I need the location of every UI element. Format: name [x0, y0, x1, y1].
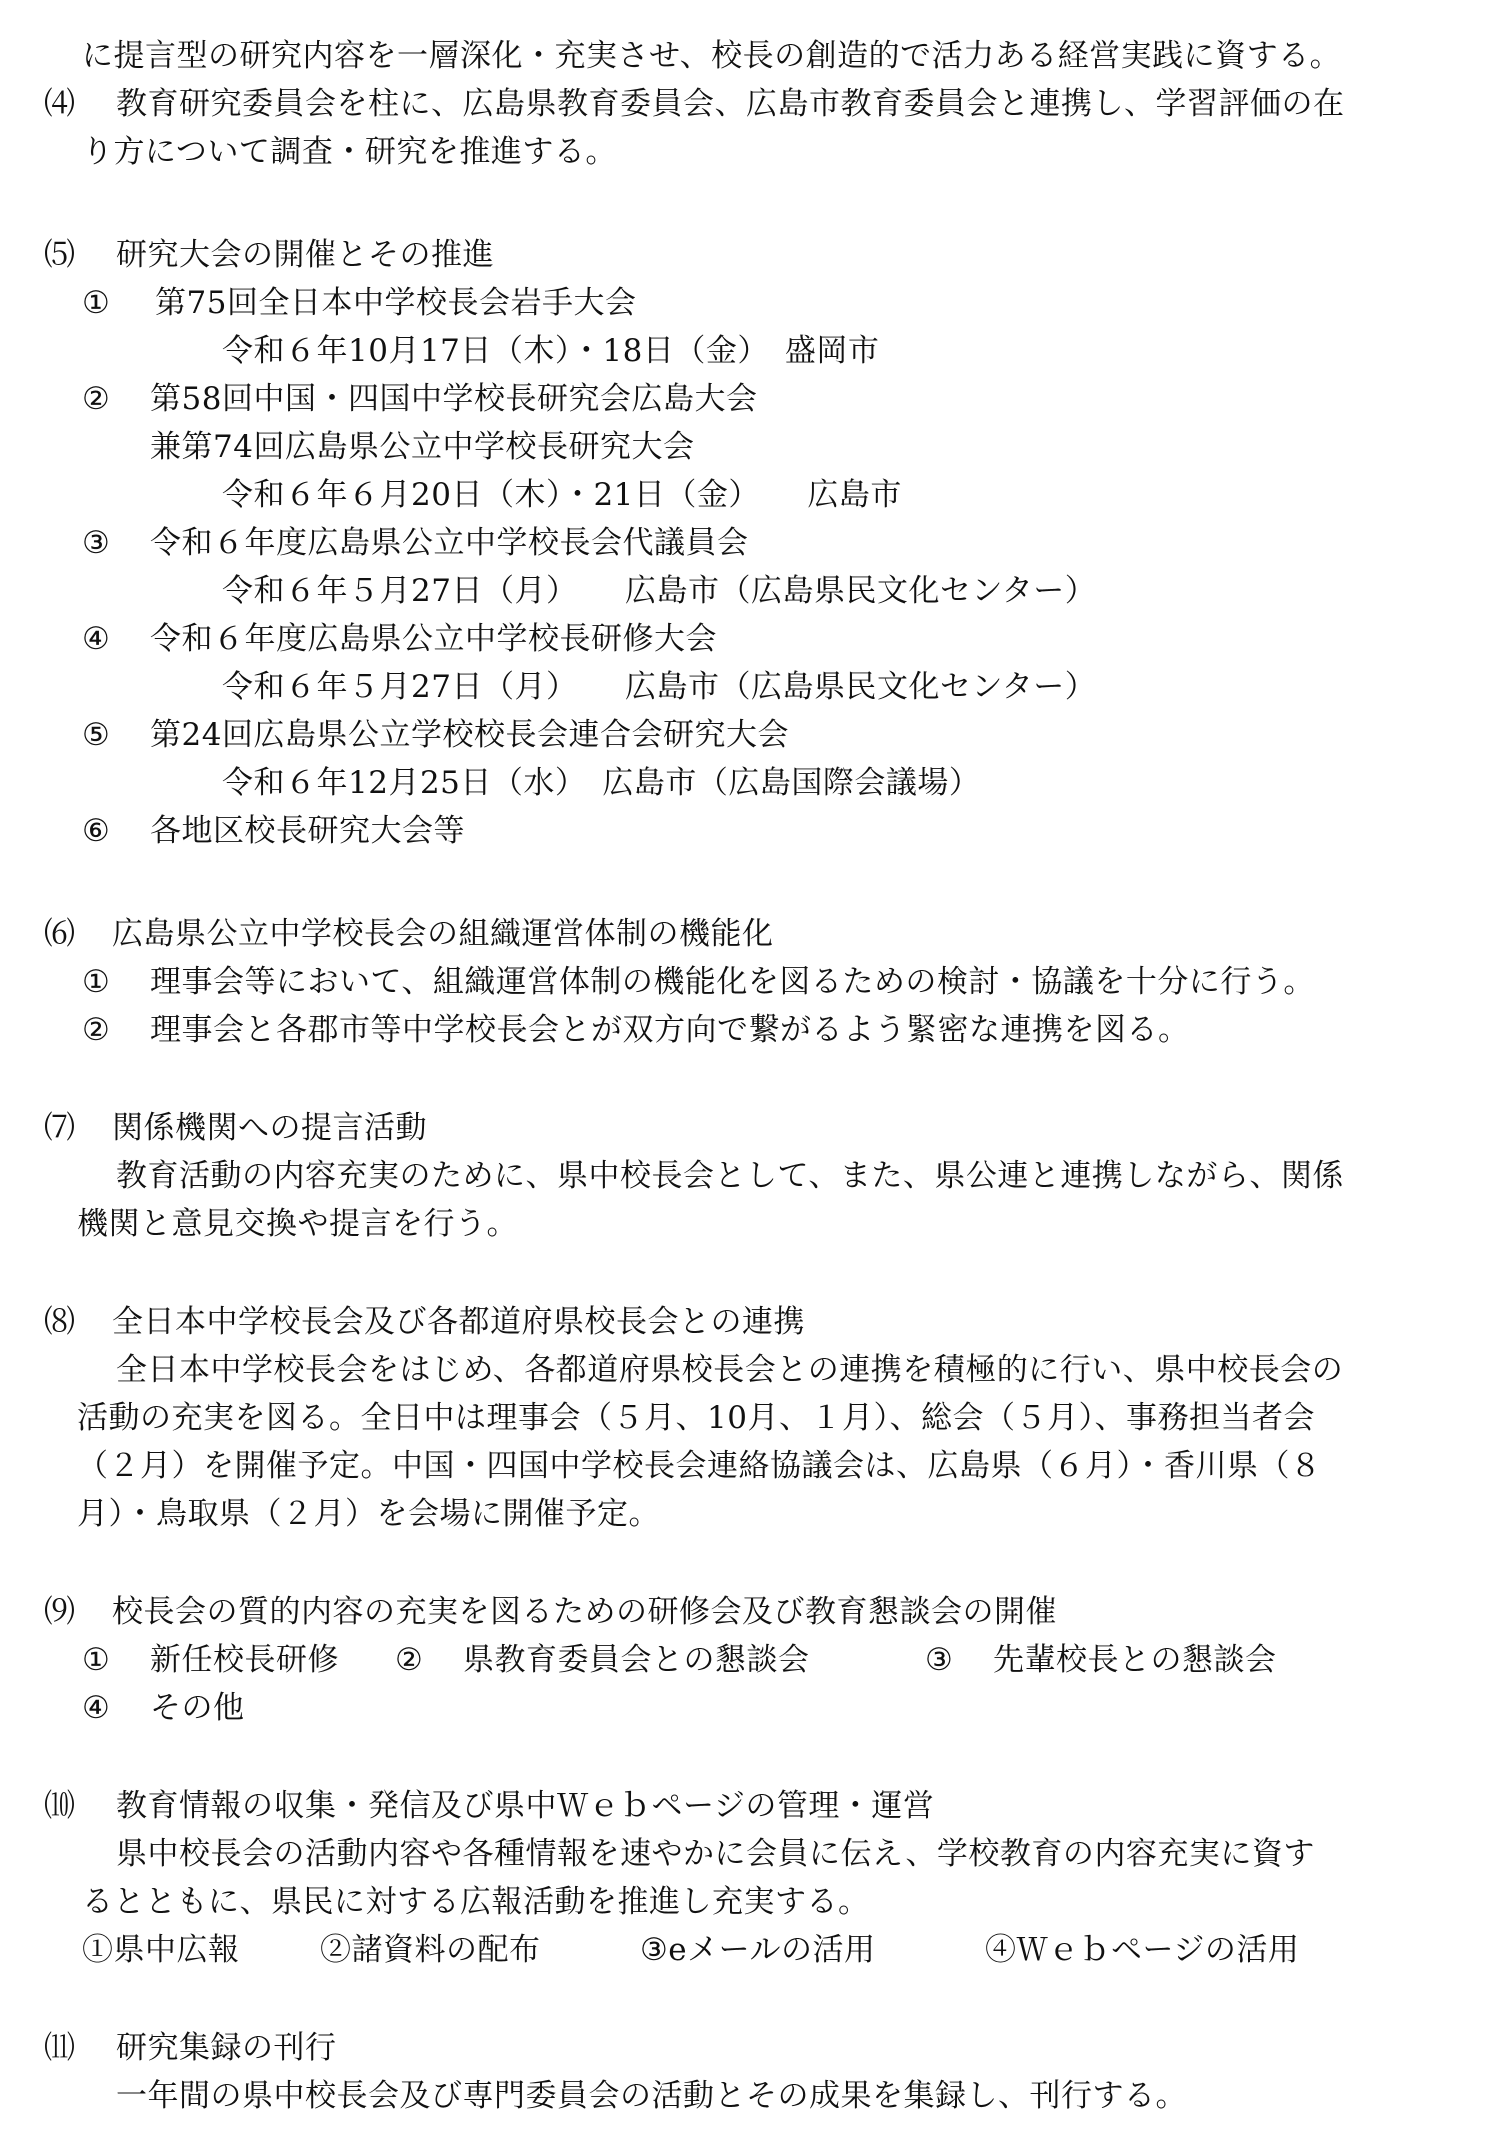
section-5-item-2-text-2: 兼第74回広島県公立中学校長研究大会 — [150, 429, 695, 465]
section-8-line-4: 月）・鳥取県（２月）を会場に開催予定。 — [77, 1496, 660, 1532]
section-9-item-2-number: ② — [395, 1642, 424, 1678]
section-5-item-3-detail: 令和６年５月27日（月） 広島市（広島県民文化センター） — [222, 573, 1097, 609]
section-10-item-4: ④Ｗｅｂページの活用 — [985, 1932, 1300, 1968]
section-4-line-2: り方について調査・研究を推進する。 — [82, 134, 617, 170]
section-10-number: ⑽ — [44, 1788, 76, 1824]
section-10-title: 教育情報の収集・発信及び県中Ｗｅｂページの管理・運営 — [116, 1788, 935, 1824]
section-8-line-2: 活動の充実を図る。全日中は理事会（５月、10月、１月）、総会（５月）、事務担当者会 — [77, 1400, 1315, 1436]
section-5-item-2-number: ② — [82, 381, 111, 417]
section-5-item-4-text: 令和６年度広島県公立中学校長研修大会 — [150, 621, 717, 657]
section-5-item-2-detail: 令和６年６月20日（木）・21日（金） 広島市 — [222, 477, 902, 513]
section-9-item-3-text: 先輩校長との懇談会 — [993, 1642, 1277, 1678]
section-5-item-5-detail: 令和６年12月25日（水） 広島市（広島国際会議場） — [222, 765, 981, 801]
section-8-number: ⑻ — [44, 1304, 76, 1340]
section-6-item-2-text: 理事会と各郡市等中学校長会とが双方向で繋がるよう緊密な連携を図る。 — [150, 1012, 1190, 1048]
section-5-item-3-number: ③ — [82, 525, 111, 561]
section-6-item-2-number: ② — [82, 1012, 111, 1048]
section-6-item-1-number: ① — [82, 964, 111, 1000]
section-9-item-1-text: 新任校長研修 — [150, 1642, 339, 1678]
section-7-line-1: 教育活動の内容充実のために、県中校長会として、また、県公連と連携しながら、関係 — [116, 1158, 1344, 1194]
section-5-item-4-number: ④ — [82, 621, 111, 657]
section-5-item-1-text: 第75回全日本中学校長会岩手大会 — [155, 285, 637, 321]
section-9-item-4-text: その他 — [150, 1690, 245, 1726]
section-11-title: 研究集録の刊行 — [116, 2030, 337, 2066]
section-9-item-3-number: ③ — [925, 1642, 954, 1678]
section-10-item-2: ②諸資料の配布 — [320, 1932, 541, 1968]
section-5-item-5-text: 第24回広島県公立学校校長会連合会研究大会 — [150, 717, 789, 753]
section-5-number: ⑸ — [44, 237, 76, 273]
section-7-number: ⑺ — [44, 1110, 76, 1146]
section-11-line-1: 一年間の県中校長会及び専門委員会の活動とその成果を集録し、刊行する。 — [116, 2078, 1187, 2114]
section-9-item-4-number: ④ — [82, 1690, 111, 1726]
section-8-line-1: 全日本中学校長会をはじめ、各都道府県校長会との連携を積極的に行い、県中校長会の — [116, 1352, 1344, 1388]
section-9-item-2-text: 県教育委員会との懇談会 — [463, 1642, 810, 1678]
section-8-line-3: （２月）を開催予定。中国・四国中学校長会連絡協議会は、広島県（６月）・香川県（８ — [77, 1448, 1322, 1484]
section-10-item-1: ①県中広報 — [82, 1932, 240, 1968]
section-5-item-1-number: ① — [82, 285, 111, 321]
section-5-item-1-detail: 令和６年10月17日（木）・18日（金） 盛岡市 — [222, 333, 880, 369]
section-5-item-2-text: 第58回中国・四国中学校長研究会広島大会 — [150, 381, 758, 417]
section-6-title: 広島県公立中学校長会の組織運営体制の機能化 — [112, 916, 774, 952]
section-10-item-3: ③eメールの活用 — [640, 1932, 876, 1968]
section-9-item-1-number: ① — [82, 1642, 111, 1678]
section-6-number: ⑹ — [44, 916, 76, 952]
section-5-item-4-detail: 令和６年５月27日（月） 広島市（広島県民文化センター） — [222, 669, 1097, 705]
section-6-item-1-text: 理事会等において、組織運営体制の機能化を図るための検討・協議を十分に行う。 — [150, 964, 1315, 1000]
section-5-item-5-number: ⑤ — [82, 717, 111, 753]
section-10-line-1: 県中校長会の活動内容や各種情報を速やかに会員に伝え、学校教育の内容充実に資す — [116, 1836, 1315, 1872]
section-10-line-2: るとともに、県民に対する広報活動を推進し充実する。 — [82, 1884, 870, 1920]
section-8-title: 全日本中学校長会及び各都道府県校長会との連携 — [112, 1304, 805, 1340]
intro-line-1: に提言型の研究内容を一層深化・充実させ、校長の創造的で活力ある経営実践に資する。 — [82, 38, 1342, 74]
section-9-number: ⑼ — [44, 1594, 76, 1630]
section-5-item-6-number: ⑥ — [82, 813, 111, 849]
section-5-title: 研究大会の開催とその推進 — [116, 237, 494, 273]
section-11-number: ⑾ — [44, 2030, 76, 2066]
section-5-item-6-text: 各地区校長研究大会等 — [150, 813, 465, 849]
section-7-line-2: 機関と意見交換や提言を行う。 — [77, 1206, 518, 1242]
section-9-title: 校長会の質的内容の充実を図るための研修会及び教育懇談会の開催 — [112, 1594, 1057, 1630]
section-4-number: ⑷ — [44, 86, 76, 122]
section-5-item-3-text: 令和６年度広島県公立中学校長会代議員会 — [150, 525, 749, 561]
section-4-line-1: 教育研究委員会を柱に、広島県教育委員会、広島市教育委員会と連携し、学習評価の在 — [116, 86, 1345, 122]
section-7-title: 関係機関への提言活動 — [112, 1110, 427, 1146]
